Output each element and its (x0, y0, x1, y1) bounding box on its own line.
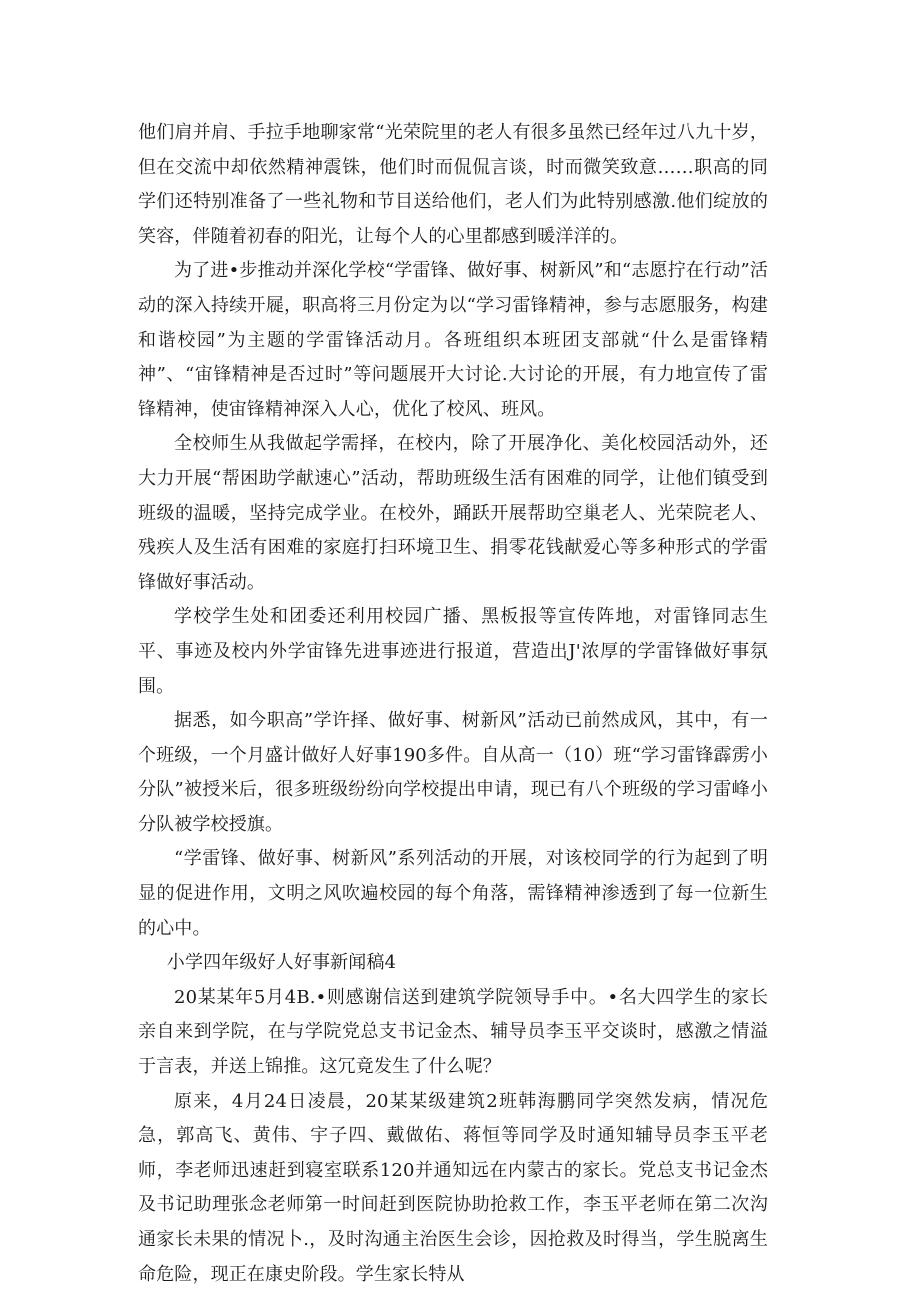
paragraph-campus-activities: 全校师生从我做起学需择，在校内，除了开展净化、美化校园活动外，还大力开展“帮困助学献速心”活动，帮助班级生活有困难的同学，让他们镇受到班级的温暖，坚持完成学业。在校外，踊跃开展帮助空巢老人、光荣院老人、残疾人及生活有困难的家庭打扫环境卫生、捐零花钱献爱心等多种形式的学雷锋做好事活动。 (138, 433, 768, 593)
paragraph-rescue-story: 原来，4月24日凌晨，20某某级建筑2班韩海鹏同学突然发病，情况危急，郭高飞、黄伟、宇子四、戴做佑、蒋恒等同学及时通知辅导员李玉平老师，李老师迅速赶到寝室联系120并通知远在内蒙古的家长。党总支书记金杰及书记助理张念老师第一时间赶到医院协助抢救工作，李玉平老师在第二次沟通家长未果的情况卜.，及时沟通主治医生会诊，因抢救及时得当，学生脱离生命危险，现正在康史阶段。学生家长特从 (138, 1090, 768, 1285)
paragraph-elderly-visit: 他们肩并肩、手拉手地聊家常“光荣院里的老人有很多虽然已经年过八九十岁，但在交流中却依然精神震铢，他们时而侃侃言谈，时而微笑致意……职高的同学们还特别准备了一些礼物和节目送给他们，老人们为此特别感激.他们绽放的笑容，伴随着初春的阳光，让每个人的心里都感到暖洋洋的。 (138, 122, 768, 247)
paragraph-propaganda: 学校学生处和团委还利用校园广播、黑板报等宣传阵地，对雷锋同志生平、事迹及校内外学宙锋先进事迹进行报道，营造出J'浓厚的学雷锋做好事氛围。 (138, 606, 768, 697)
paragraph-volunteer-month: 为了进•步推动并深化学校“学雷锋、做好事、树新风”和“志愿拧在行动”活动的深入持续开屣，职高将三月份定为以“学习雷锋精神，参与志愿服务，构建和谐校园”为主题的学雷锋活动月。各班组织本班团支部就“什么是雷锋精神”、“宙锋精神是否过时”等问题展开大讨论.大讨论的开展，有力地宣传了雷锋精神，使宙锋精神深入人心，优化了校风、班风。 (138, 260, 768, 420)
section-heading: 小学四年级好人好事新闻稿4 (166, 952, 397, 974)
paragraph-good-deeds-count: 据悉，如今职高”学许择、做好事、树新风”活动已前然成风，其中，有一个班级，一个月盛计做好人好事190多件。自从高一（10）班“学习雷锋霹雳小分队”被授米后，很多班级纷纷向学校提出申请，现已有八个班级的学习雷峰小分队被学校授旗。 (138, 710, 769, 835)
paragraph-series-effect: “学雷锋、做好事、树新风”系列活动的开展，对该校同学的行为起到了明显的促进作用，文明之风吹遍校园的每个角落，需锋精神渗透到了每一位新生的心中。 (138, 848, 768, 939)
document-body (138, 116, 768, 1292)
paragraph-thank-you-letter: 20某某年5月4B.•则感谢信送到建筑学院领导手中。•名大四学生的家长亲自来到学院，在与学院党总支书记金杰、辅导员李玉平交谈时，感激之情溢于言表，并送上锦推。这冗竟发生了什么呢？ (138, 986, 768, 1078)
